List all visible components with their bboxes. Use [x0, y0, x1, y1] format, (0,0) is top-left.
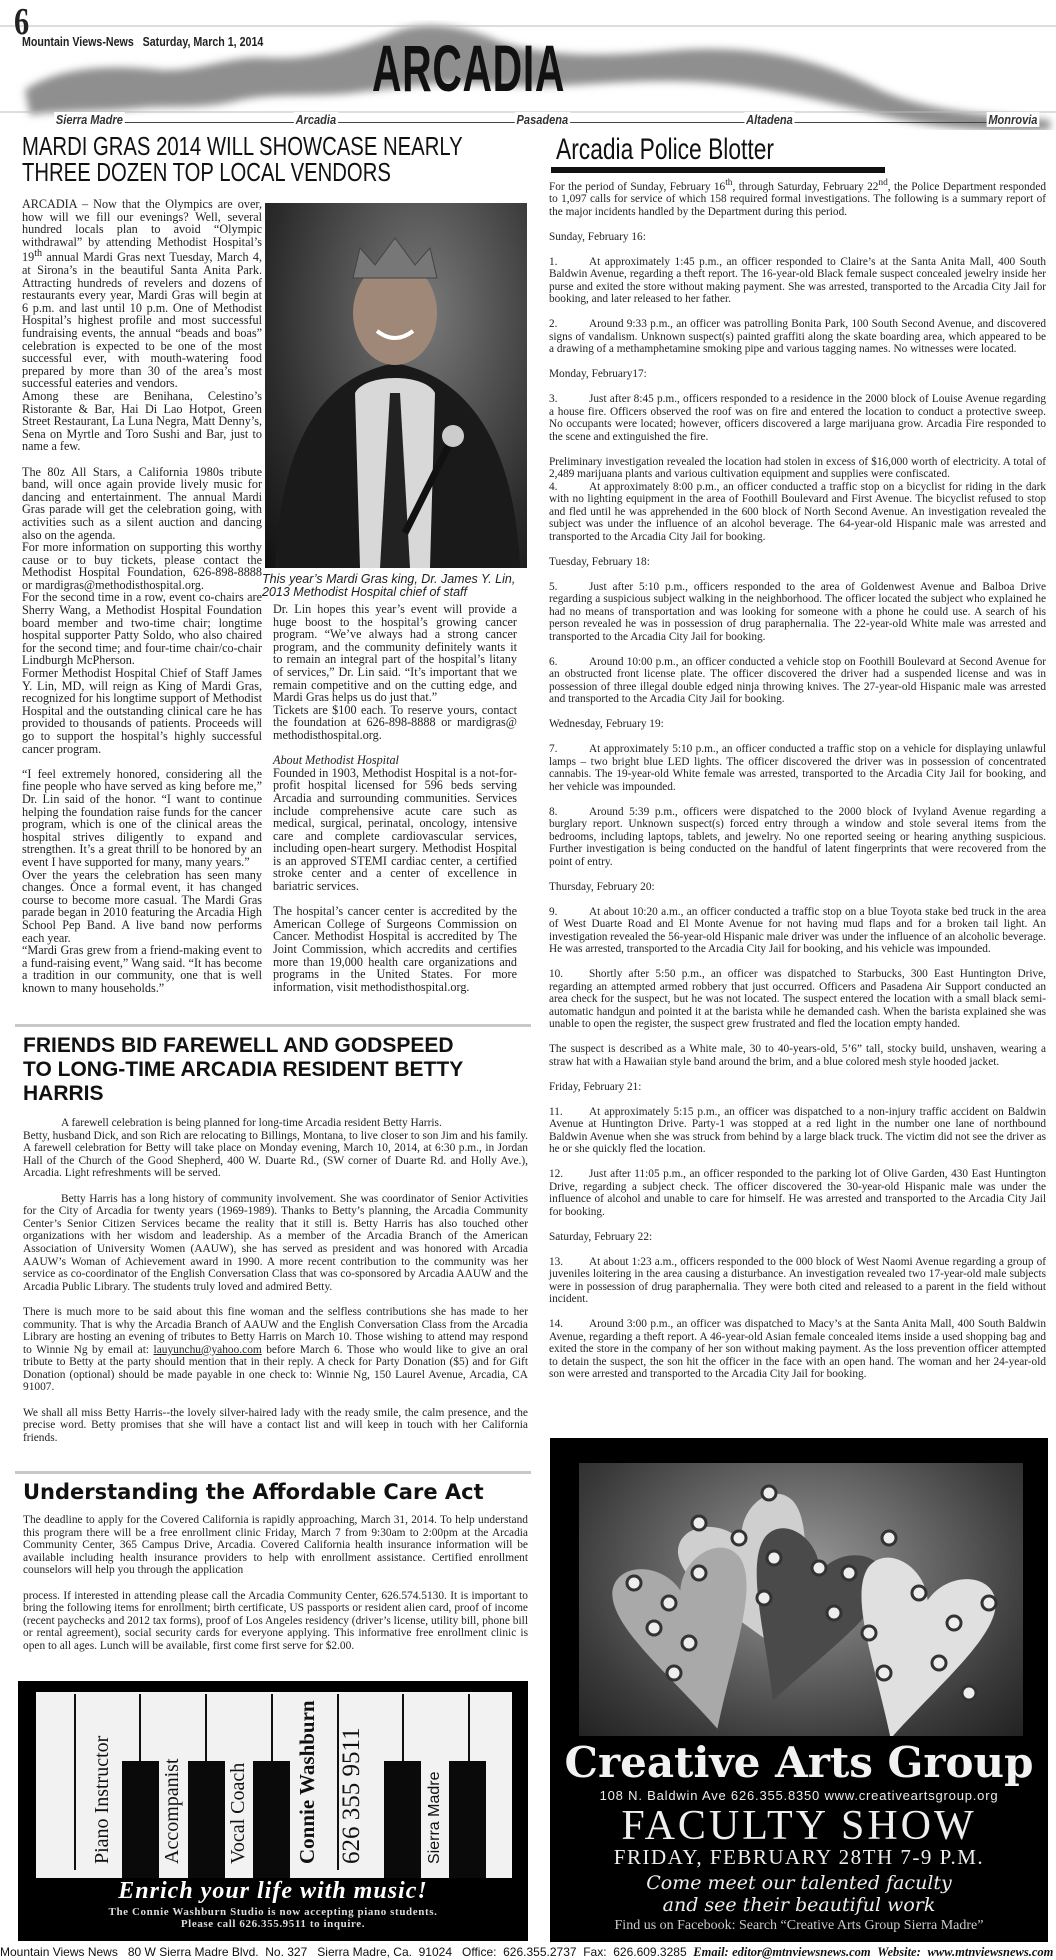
- item-number: 8.: [549, 805, 558, 818]
- headline-line: THREE DOZEN TOP LOCAL VENDORS: [22, 157, 391, 187]
- superscript: th: [725, 178, 733, 188]
- town-strip: [40, 112, 1050, 130]
- black-key: [253, 1761, 290, 1878]
- key-label: Sierra Madre: [426, 1771, 443, 1864]
- item-number: 2.: [549, 318, 558, 331]
- piano-lessons-ad: [18, 1681, 528, 1941]
- town-label: Arcadia: [295, 112, 337, 127]
- item-number: 9.: [549, 905, 558, 918]
- blotter-item: [549, 318, 1046, 356]
- police-blotter-title: Arcadia Police Blotter: [556, 133, 774, 166]
- blotter-item: [549, 393, 1046, 443]
- key-label: 626 355 9511: [338, 1727, 365, 1864]
- ad-tagline: Enrich your life with music!: [118, 1878, 428, 1904]
- day-heading: Saturday, February 22:: [549, 1230, 653, 1243]
- police-blotter-body: [549, 177, 1046, 1381]
- town-label: Sierra Madre: [55, 112, 123, 127]
- item-text: Around 5:39 p.m., officers were dispatched to the 2000 block of Ivyland Avenue regarding a burglary report. Unknown suspect(s) forced entry through a window and stole several items from the bedrooms, including laptops, tablets, and jewelry. No one reported seeing or hearing anything suspicious. Further investigation is being conducted on the handful of latent fingerprints that were recovered from the point of entry.: [549, 805, 1046, 868]
- item-number: 12.: [549, 1168, 564, 1181]
- aca-headline: Understanding the Affordable Care Act: [23, 1480, 484, 1504]
- text: before March 6. Those who would like to give an oral tribute to Betty at the party should mention that in their reply. A check for Party Donation ($5) and for Gift Donation (optional) should be made payable in one check to: Winnie Ng, 150 Laurel Avenue, Arcadia, CA 91007.: [23, 1343, 528, 1394]
- item-text: Just after 8:45 p.m., officers responded to a residence in the 2000 block of Louise Avenue regarding a house fire. Officers observed the roof was on fire and entered the location to conduct a protective sweep. No occupants were located; however, officers discovered a large marijuana grow. Arcadia Fire responded to the scene and extinguished the fire.: [549, 393, 1046, 443]
- item-text: Just after 5:10 p.m., officers responded to the area of Goldenwest Avenue and Balboa Drive regarding a suspicious subject walking in the neighborhood. The officer located the subject who explained he had no means of transportation and was looking for someone with a phone he could use. A search of his person revealed he was in possession of drug paraphernalia. The 22-year-old White male was arrested and transported to the Arcadia City Jail for booking.: [549, 580, 1046, 643]
- blotter-item: [549, 906, 1046, 956]
- text: , through Saturday, February 22: [732, 180, 879, 193]
- section-divider: [15, 1024, 531, 1027]
- event-title: FACULTY SHOW: [621, 1803, 977, 1849]
- item-number: 6.: [549, 655, 558, 668]
- paragraph: We shall all miss Betty Harris--the lovely silver-haired lady with the ready smile, the calm presence, and the precise word. Betty promises that she will have a contact list and will keep in touch with her California friends.: [23, 1406, 528, 1444]
- paragraph: The deadline to apply for the Covered California is rapidly approaching, March 31, 2014. To help understand this program there will be a free enrollment clinic Friday, March 7 from 9:30am to 2:00pm at the Arcadia Community Center, 365 Campus Drive, Arcadia. Covered California health insurance information will be available including health insurance providers to help with enrollment assistance. Certified enrollment counselors will help you through the application: [23, 1514, 528, 1577]
- piano-keys-graphic: [36, 1692, 512, 1878]
- blotter-item: [549, 1256, 1046, 1306]
- blotter-item: [549, 806, 1046, 869]
- event-tagline: and see their beautiful work: [662, 1894, 936, 1916]
- item-text: At approximately 1:45 p.m., an officer responded to Claire’s at the Santa Anita Mall, 400 South Baldwin Avenue, regarding a theft report. The 16-year-old Black female suspect concealed jewelry inside her purse and exited the store without making payment. She was arrested, transported to the Arcadia City Jail for booking, and later released to her father.: [549, 255, 1046, 306]
- footer-website[interactable]: www.mtnviewsnews.com: [927, 1945, 1054, 1959]
- black-key: [122, 1761, 159, 1878]
- item-text: Shortly after 5:50 p.m., an officer was dispatched to Starbucks, 300 East Huntington Drive, regarding an attempted armed robbery that just occurred. Officers and Pasadena Air Support conducted an area check for the suspect, but he was not located. The suspect entered the location with a small black semi-automatic handgun and pointed it at the barista while he demanded cash. When the barista explained she was unable to open the register, the suspect grew frustrated and fled the location empty handed.: [549, 968, 1046, 1031]
- paragraph: For the second time in a row, event co-chairs are Sherry Wang, a Methodist Hospital Foundation board member and two-time chair; longtime hospital supporter Patty Soldo, who also chaired for the second time; and four-time chair/co-chair Lindburgh McPherson.: [22, 590, 262, 668]
- title-underline-bar: [551, 167, 885, 173]
- page-footer: [0, 1945, 1056, 1960]
- footer-label: Website:: [877, 1945, 921, 1959]
- page-number: 6: [14, 1, 30, 43]
- paragraph: The 80z All Stars, a California 1980s tribute band, will once again provide lively music for dancing and entertainment. The annual Mardi Gras parade will get the celebration going, with activities such as a silent auction and dancing also on the agenda.: [22, 464, 262, 542]
- betty-headline: [23, 1034, 463, 1106]
- blotter-item: [549, 481, 1046, 544]
- blotter-item: [549, 656, 1046, 706]
- text: ARCADIA – Now that the Olympics are over, how will we fill our evenings? Well, several hundred locals plan to avoid “Olympic withdrawal” by attending Methodist Hospital’s 19: [22, 197, 262, 265]
- day-heading: Friday, February 21:: [549, 1080, 642, 1093]
- event-date: FRIDAY, FEBRUARY 28TH 7-9 P.M.: [613, 1845, 985, 1869]
- blotter-item: [549, 256, 1046, 306]
- section-divider: [15, 1471, 531, 1474]
- item-text: Around 10:00 p.m., an officer conducted a vehicle stop on Foothill Boulevard at Second Avenue for an obstructed front license plate. The officer discovered the driver had a suspended license and was in possession of three illegal double edged ninja throwing knives. The 27-year-old Hispanic male was arrested and transported to the Arcadia City Jail for booking.: [549, 655, 1046, 706]
- town-label: Pasadena: [516, 112, 569, 127]
- text: , the Police Department responded to 1,097 calls for service of which 158 required formal investigations. The following is a summary report of the major incidents handled by the Department during this period.: [549, 180, 1046, 218]
- footer-paper-name: Mountain Views News: [0, 1945, 118, 1959]
- headline-line: HARRIS: [23, 1082, 104, 1105]
- blotter-item: [549, 1168, 1046, 1218]
- key-label: Connie Washburn: [295, 1700, 319, 1864]
- dateline: Mountain Views-News Saturday, March 1, 2014: [22, 34, 264, 49]
- event-tagline: Come meet our talented faculty: [646, 1872, 952, 1894]
- item-text: Around 3:00 p.m., an officer was dispatched to Macy’s at the Santa Anita Mall, 400 South Baldwin Avenue, regarding a theft report. A 46-year-old Asian female concealed items inside a used shopping bag and exited the store in the company of her son without making payment. As the loss prevention officer attempted to detain the suspect, the son hit the officer in the face with an open hand. The woman and her 24-year-old son were arrested and transported to the Arcadia City Jail for booking.: [549, 1318, 1046, 1381]
- paragraph: “I feel extremely honored, considering all the fine people who have served as king before me,” Dr. Lin said of the honor. “I want to continue helping the foundation raise funds for the cancer program, which is one of the clinical areas the hospital strives diligently to expand and strengthen. It’s a great thrill to be honored by an event I have supported for many, many years.”: [22, 766, 262, 869]
- footer-address: 80 W Sierra Madre Blvd. No. 327 Sierra Madre, Ca. 91024 Office: 626.355.2737 Fax: 626.609.3285: [127, 1945, 687, 1959]
- about-subheading: About Methodist Hospital: [273, 753, 399, 768]
- item-number: 1.: [549, 255, 558, 268]
- betty-article-body: [23, 1117, 528, 1444]
- town-label: Altadena: [746, 112, 793, 127]
- town-label: Monrovia: [988, 112, 1038, 127]
- photo-caption: This year’s Mardi Gras king, Dr. James Y. Lin, 2013 Methodist Hospital chief of staff: [262, 572, 516, 599]
- blotter-item: [549, 743, 1046, 793]
- footer-email[interactable]: editor@mtnviewsnews.com: [732, 1945, 871, 1959]
- key-divider: [74, 1694, 76, 1870]
- paragraph: [23, 1117, 528, 1180]
- item-text: At about 1:23 a.m., officers responded to the 000 block of West Naomi Avenue regarding a group of juveniles loitering in the area causing a disturbance. An investigation revealed two 17-year-old male subjects were in possession of drug paraphernalia. They were both cited and released to a parent in the field without incident.: [549, 1255, 1046, 1306]
- item-number: 5.: [549, 580, 558, 593]
- creative-arts-group-ad: [550, 1438, 1048, 1942]
- ad-text: The Connie Washburn Studio is now accepting piano students.: [108, 1906, 438, 1918]
- item-text: At approximately 5:15 p.m., an officer was dispatched to a non-injury traffic accident on Baldwin Avenue at Huntington Drive. Party-1 was stopped at a red light in the number one lane of northbound Baldwin Avenue when she was struck from behind by a large black truck. The victim did not see the driver as he or she quickly fled the location.: [549, 1105, 1046, 1156]
- ad-text: Please call 626.355.9511 to inquire.: [180, 1918, 366, 1930]
- key-label: Vocal Coach: [227, 1762, 249, 1864]
- hearts-image: [579, 1463, 1023, 1736]
- paragraph: Over the years the celebration has seen many changes. Once a formal event, it has changed course to become more casual. The Mardi Gras parade began in 2010 featuring the Arcadia High School Pep Band. A live band now performs each year.: [22, 867, 262, 945]
- paragraph: Founded in 1903, Methodist Hospital is a not-for-profit hospital licensed for 596 beds serving Arcadia and surrounding communities. Services include comprehensive acute care such as medical, surgical, perinatal, oncology, intensive care and complete cardiovascular services, including open-heart surgery. Methodist Hospital is an approved STEMI cardiac center, a certified stroke center and a center of excellence in bariatric services.: [273, 765, 517, 894]
- item-number: 4.: [549, 480, 558, 493]
- section-title: ARCADIA: [372, 31, 566, 105]
- blotter-item: [549, 581, 1046, 644]
- facebook-note: Find us on Facebook: Search “Creative Arts Group Sierra Madre”: [614, 1918, 984, 1933]
- org-name: Creative Arts Group: [564, 1738, 1034, 1787]
- day-heading: Thursday, February 20:: [549, 880, 655, 893]
- paragraph: process. If interested in attending please call the Arcadia Community Center, 626.574.5130. It is important to bring the following items for enrollment; birth certificate, US passports or resident alien card, proof of income (recent paychecks and 2012 tax forms), proof of Los Angeles residency (driver’s license, utility bill, phone bill or rental agreement), social security cards for everyone applying. This informative free enrollment clinic is open to all ages. Lunch will be available, first come first serve for $2.00.: [23, 1589, 528, 1652]
- superscript: nd: [878, 178, 888, 188]
- paragraph: The hospital’s cancer center is accredited by the American College of Surgeons Commission on Cancer. Methodist Hospital is accredited by The Joint Commission, which accredits and certifies more than 19,000 health care organizations and programs in the United States. For more information, visit methodisthospital.org.: [273, 904, 517, 994]
- king-portrait-image: [265, 203, 527, 568]
- org-contact: 108 N. Baldwin Ave 626.355.8350 www.creativeartsgroup.org: [599, 1788, 999, 1803]
- text: For the period of Sunday, February 16: [549, 180, 726, 193]
- paragraph: [23, 1306, 528, 1394]
- item-number: 3.: [549, 393, 558, 406]
- item-text: At about 10:20 a.m., an officer conducted a traffic stop on a blue Toyota stake bed truck in the area of West Duarte Road and El Monte Avenue for not having mud flaps and for a broken tail light. An investigation revealed the 56-year-old Hispanic male driver was under the influence of an alcoholic beverage. He was arrested, transported to the Arcadia City Jail for booking, and his vehicle was impounded.: [549, 905, 1046, 956]
- blotter-item: [549, 1106, 1046, 1156]
- item-continuation: The suspect is described as a White male, 30 to 40-years-old, 5’6” tall, stocky build, unshaven, wearing a straw hat with a Hawaiian style band around the brim, and a blue colored mesh style hooded jacket.: [549, 1043, 1046, 1068]
- mardi-gras-king-photo: [265, 203, 527, 568]
- paragraph: Dr. Lin hopes this year’s event will provide a huge boost to the hospital’s growing cancer program. “We’ve always had a strong cancer program, and the community definitely wants it to remain an integral part of the hospital’s litany of services,” Dr. Lin said. “It’s important that we remain competitive and on the cutting edge, and Mardi Gras helps us do just that.”: [273, 602, 517, 705]
- item-text: At approximately 5:10 p.m., an officer conducted a traffic stop on a vehicle for displaying unlawful lamps – two bright blue LED lights. The officer discovered the driver was in possession of concentrated cannabis. The 19-year-old White female was arrested, transported to the Arcadia City Jail for booking, and her vehicle was impounded.: [549, 743, 1046, 793]
- item-number: 7.: [549, 743, 558, 756]
- text: A farewell celebration is being planned for long-time Arcadia resident Betty Harris.: [61, 1117, 442, 1129]
- blotter-item: [549, 1318, 1046, 1381]
- blotter-intro: [549, 177, 1046, 218]
- item-text: Just after 11:05 p.m., an officer responded to the parking lot of Olive Garden, 430 East Huntington Drive, regarding a subject check. The officer discovered the 30-year-old Hispanic male was under the influence of alcohol and unable to care for himself. He was arrested and transported to the Arcadia City Jail for booking.: [549, 1168, 1046, 1218]
- item-number: 11.: [549, 1105, 563, 1118]
- footer-label: Email:: [693, 1945, 729, 1959]
- mardi-gras-column-1: [22, 198, 262, 994]
- aca-article-body: [23, 1514, 528, 1653]
- day-heading: Tuesday, February 18:: [549, 555, 650, 568]
- key-label: Piano Instructor: [91, 1735, 113, 1864]
- key-label: Accompanist: [161, 1758, 183, 1864]
- day-heading: Sunday, February 16:: [549, 230, 646, 243]
- paragraph: Former Methodist Hospital Chief of Staff James Y. Lin, MD, will reign as King of Mardi Gras, recognized for his longtime support of Methodist Hospital and the outstanding clinical care he has provided to thousands of patients. Proceeds will go to support the hospital’s highly successful cancer program.: [22, 666, 262, 756]
- day-heading: Wednesday, February 19:: [549, 718, 664, 731]
- black-key: [188, 1761, 225, 1878]
- paragraph: For more information on supporting this worthy cause or to buy tickets, please contact the Methodist Hospital Foundation, 626-898-8888 or mardigras@methodisthospital.org.: [22, 540, 262, 592]
- headline-line: MARDI GRAS 2014 WILL SHOWCASE NEARLY: [22, 131, 463, 161]
- text: annual Mardi Gras next Tuesday, March 4, at Sirona’s in the beautiful Santa Anita Park. Attracting hundreds of revelers and dozens of restaurants every year, Mardi Gras will begin at 6 p.m. and last until 10 p.m. One of Methodist Hospital’s highest profile and most successful fundraising events, the annual “beads and boas” celebration is expected to be one of the most successful ever, with mouth-watering food prepared by more than 30 of the area’s most successful eateries and vendors.: [22, 250, 262, 391]
- text: Betty, husband Dick, and son Rich are relocating to Billings, Montana, to live closer to son Jim and his family. A farewell celebration for Betty will take place on Monday evening, March 10, 2014, at 6:30 p.m., in Jordan Hall of the Church of the Good Shepherd, 400 W. Duarte Rd., (SW corner of Duarte Rd. and Holly Ave.), Arcadia. Light refreshments will be served.: [23, 1129, 528, 1180]
- mardi-gras-column-2: [273, 603, 517, 993]
- paragraph: “Mardi Gras grew from a friend-making event to a fund-raising event,” Wang said. “It has become a tradition in our community, one that is well known to many households.”: [22, 943, 262, 995]
- black-key: [449, 1761, 486, 1878]
- black-key: [384, 1761, 421, 1878]
- headline-line: FRIENDS BID FAREWELL AND GODSPEED: [23, 1034, 454, 1057]
- text: There is much more to be said about this fine woman and the selfless contributions she has made to her community. That is why the Arcadia Branch of AAUW and the English Conversation Class from the Arcadia Library are hosting an evening of tributes to Betty Harris on March 10. Those wishing to attend may respond to Winnie Ng by email at:: [23, 1305, 528, 1356]
- paragraph: Betty Harris has a long history of community involvement. She was coordinator of Senior Activities for the City of Arcadia for twenty years (1969-1989). Thanks to Betty’s planning, the Arcadia Community Center’s Senior Citizen Services became the reality that it still is. Betty Harris has also touched other organizations with her wisdom and leadership. As a member of the Arcadia Branch of the American Association of University Women (AAUW), she has served as president and was honored with Arcadia AAUW’s Woman of Achievement award in 1990. A more recent contribution to the community was her service as co-coordinator of the English Conversation Class that was co-sponsored by Arcadia AAUW and the Arcadia Public Library. The students truly loved and admired Betty.: [23, 1192, 528, 1293]
- hearts-artwork-photo: [579, 1463, 1023, 1736]
- email-link[interactable]: lauyunchu@yahoo.com: [153, 1343, 262, 1356]
- item-text: Around 9:33 p.m., an officer was patrolling Bonita Park, 100 South Second Avenue, and discovered signs of vandalism. Unknown suspect(s) painted graffiti along the skate boarding area, which appeared to be a drawing of a methamphetamine smoking pipe and various tagging names. No witnesses were located.: [549, 318, 1046, 356]
- mardi-gras-headline: [22, 133, 463, 185]
- headline-line: TO LONG-TIME ARCADIA RESIDENT BETTY: [23, 1058, 464, 1081]
- item-number: 13.: [549, 1255, 564, 1268]
- blotter-item: [549, 968, 1046, 1031]
- item-number: 14.: [549, 1318, 564, 1331]
- item-text: At approximately 8:00 p.m., an officer conducted a traffic stop on a bicyclist for riding in the dark with no lighting equipment in the area of Foothill Boulevard and First Avenue. The bicyclist refused to stop and fled until he was apprehended in the 600 block of North Second Avenue. An investigation revealed the subject was under the influence of an alcohol beverage. The 64-year-old Hispanic male was arrested and transported to the Arcadia City Jail for booking.: [549, 480, 1046, 543]
- superscript: th: [34, 248, 43, 260]
- item-continuation: Preliminary investigation revealed the location had stolen in excess of $16,000 worth of electricity. A total of 2,489 marijuana plants and various cultivation equipment and supplies were confiscated.: [549, 455, 1046, 481]
- day-heading: Monday, February17:: [549, 368, 647, 381]
- paragraph: Among these are Benihana, Celestino’s Ristorante & Bar, Hai Di Lao Hotpot, Green Street Restaurant, La Luna Negra, Matt Denny’s, Sena on Myrtle and Toro Sushi and Bar, just to name a few.: [22, 388, 262, 454]
- item-number: 10.: [549, 968, 564, 981]
- paragraph: Tickets are $100 each. To reserve yours, contact the foundation at 626-898-8888 or mardigras@ methodisthospital.org.: [273, 702, 517, 742]
- paragraph: [22, 198, 262, 390]
